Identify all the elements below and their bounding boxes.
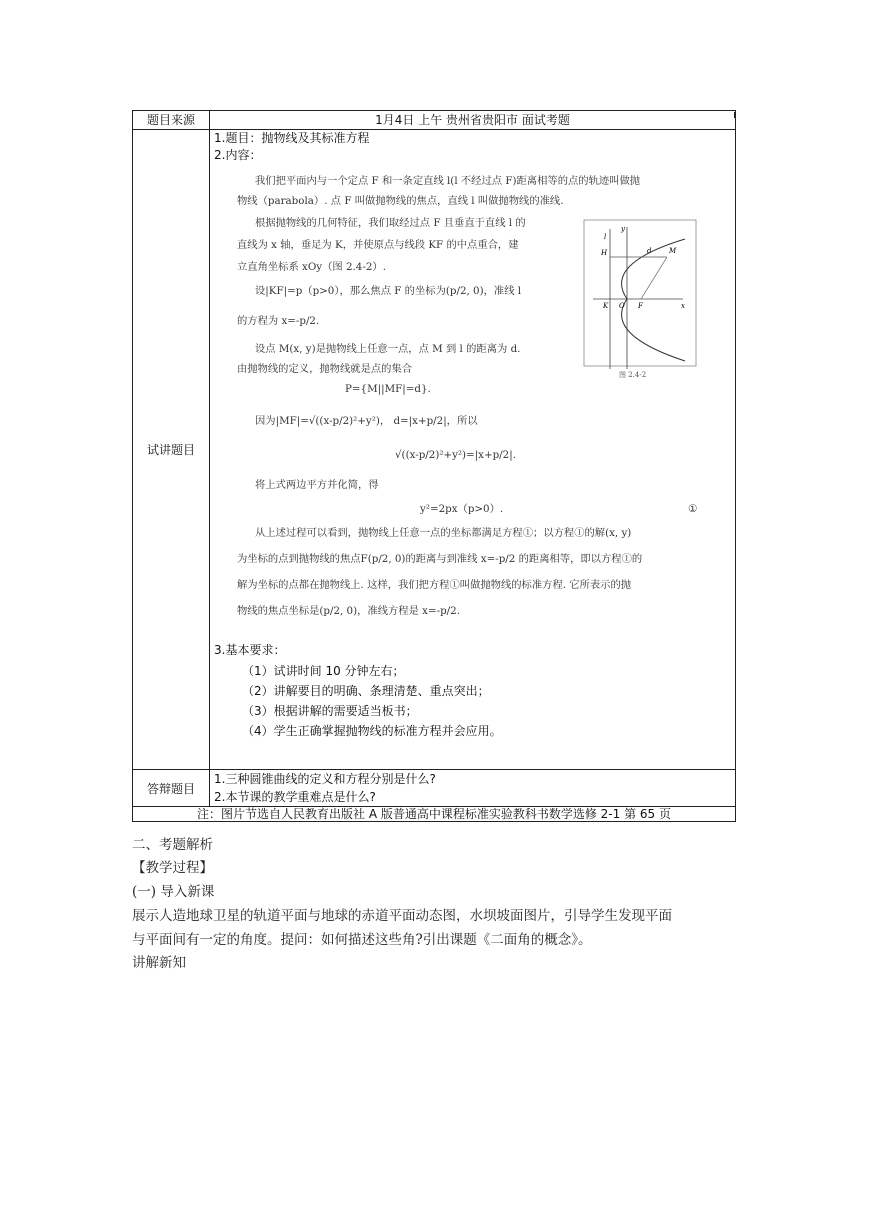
exam-table-wrapper: [132, 110, 736, 825]
teaching-process-heading: 【教学过程】: [132, 860, 213, 876]
book-p4: 的方程为 x=-p/2.: [237, 315, 320, 327]
book-p7: 将上式两边平方并化简，得: [255, 479, 379, 491]
book-eq3-mark: ①: [688, 503, 698, 515]
book-p5a: 设点 M(x, y)是抛物线上任意一点，点 M 到 l 的距离为 d.: [255, 343, 521, 355]
requirement-list: [210, 659, 735, 741]
fig-label-y: y: [621, 225, 625, 233]
intro-heading: (一) 导入新课: [132, 884, 215, 900]
intro-paragraph-line-2: 与平面间有一定的角度。提问：如何描述这些角?引出课题《二面角的概念》。: [132, 932, 592, 948]
book-p2b: 直线为 x 轴，垂足为 K，并使原点与线段 KF 的中点重合，建: [237, 239, 519, 251]
book-eq2: √((x-p/2)²+y²)=|x+p/2|.: [395, 449, 516, 461]
answer-label: 答辩题目: [133, 770, 210, 807]
requirement-item: （2）讲解要目的明确、条理清楚、重点突出；: [242, 684, 490, 698]
new-knowledge-heading: 讲解新知: [132, 955, 186, 971]
fig-label-o: O: [619, 302, 625, 310]
topic-title: 1.题目：抛物线及其标准方程: [214, 131, 370, 145]
answer-question-2: 2.本节课的教学重难点是什么?: [214, 790, 376, 804]
topic-row: [133, 130, 736, 770]
content-label: 2.内容：: [214, 148, 262, 162]
textbook-excerpt: [210, 164, 735, 634]
book-p8b: 为坐标的点到抛物线的焦点F(p/2, 0)的距离与到准线 x=-p/2 的距离相等，即以方程①的: [237, 553, 643, 565]
note-row: [133, 807, 736, 822]
source-label: 题目来源: [133, 111, 210, 130]
fig-label-x: x: [681, 302, 685, 310]
book-p2a: 根据抛物线的几何特征，我们取经过点 F 且垂直于直线 l 的: [255, 217, 526, 229]
book-eq3: y²=2px（p>0）.: [420, 503, 504, 515]
book-p3: 设|KF|=p（p>0），那么焦点 F 的坐标为(p/2, 0)，准线 l: [255, 285, 522, 297]
fig-label-l: l: [604, 233, 607, 241]
req-title: 3.基本要求：: [214, 643, 286, 657]
requirement-item: （1）试讲时间 10 分钟左右；: [242, 664, 405, 678]
fig-label-m: M: [669, 247, 677, 255]
fig-label-h: H: [601, 249, 608, 257]
exam-table: [132, 110, 736, 822]
topic-label: 试讲题目: [133, 130, 210, 770]
book-p5b: 由抛物线的定义，抛物线就是点的集合: [237, 363, 413, 375]
book-p8a: 从上述过程可以看到，抛物线上任意一点的坐标都满足方程①；以方程①的解(x, y): [255, 527, 632, 539]
answer-question-1: 1.三种圆锥曲线的定义和方程分别是什么?: [214, 772, 436, 786]
figure-caption: 图 2.4-2: [619, 371, 647, 379]
parabola-figure: [583, 219, 698, 379]
mf-line: [641, 257, 667, 299]
book-p8d: 物线的焦点坐标是(p/2, 0)，准线方程是 x=-p/2.: [237, 605, 460, 617]
fig-label-f: F: [638, 302, 643, 310]
book-p6: 因为|MF|=√((x-p/2)²+y²)， d=|x+p/2|，所以: [255, 415, 478, 427]
fig-label-d: d: [647, 247, 652, 255]
topic-content: [210, 130, 736, 770]
fig-label-k: K: [603, 302, 609, 310]
intro-paragraph-line-1: 展示人造地球卫星的轨道平面与地球的赤道平面动态图，水坝坡面图片，引导学生发现平面: [132, 908, 672, 924]
book-set-equation: P={M||MF|=d}.: [345, 383, 431, 395]
requirement-item: （4）学生正确掌握抛物线的标准方程并会应用。: [242, 724, 502, 738]
source-value: 1月4日 上午 贵州省贵阳市 面试考题: [210, 111, 736, 130]
answer-row: [133, 770, 736, 807]
figure-frame: [584, 220, 696, 366]
book-p1b: 物线（parabola）. 点 F 叫做抛物线的焦点，直线 l 叫做抛物线的准线.: [237, 195, 564, 207]
book-p1a: 我们把平面内与一个定点 F 和一条定直线 l(l 不经过点 F)距离相等的点的轨迹叫做抛: [255, 175, 641, 187]
answer-content: [210, 770, 736, 807]
requirement-item: （3）根据讲解的需要适当板书；: [242, 704, 418, 718]
book-p8c: 解为坐标的点都在抛物线上. 这样，我们把方程①叫做抛物线的标准方程. 它所表示的抛: [237, 579, 632, 591]
source-note: 注：图片节选自人民教育出版社 A 版普通高中课程标准实验教科书数学选修 2-1 第 65 页: [133, 807, 736, 822]
source-row: [133, 111, 736, 130]
book-p2c: 立直角坐标系 xOy（图 2.4-2）.: [237, 261, 386, 273]
section-heading: 二、考题解析: [132, 837, 213, 853]
